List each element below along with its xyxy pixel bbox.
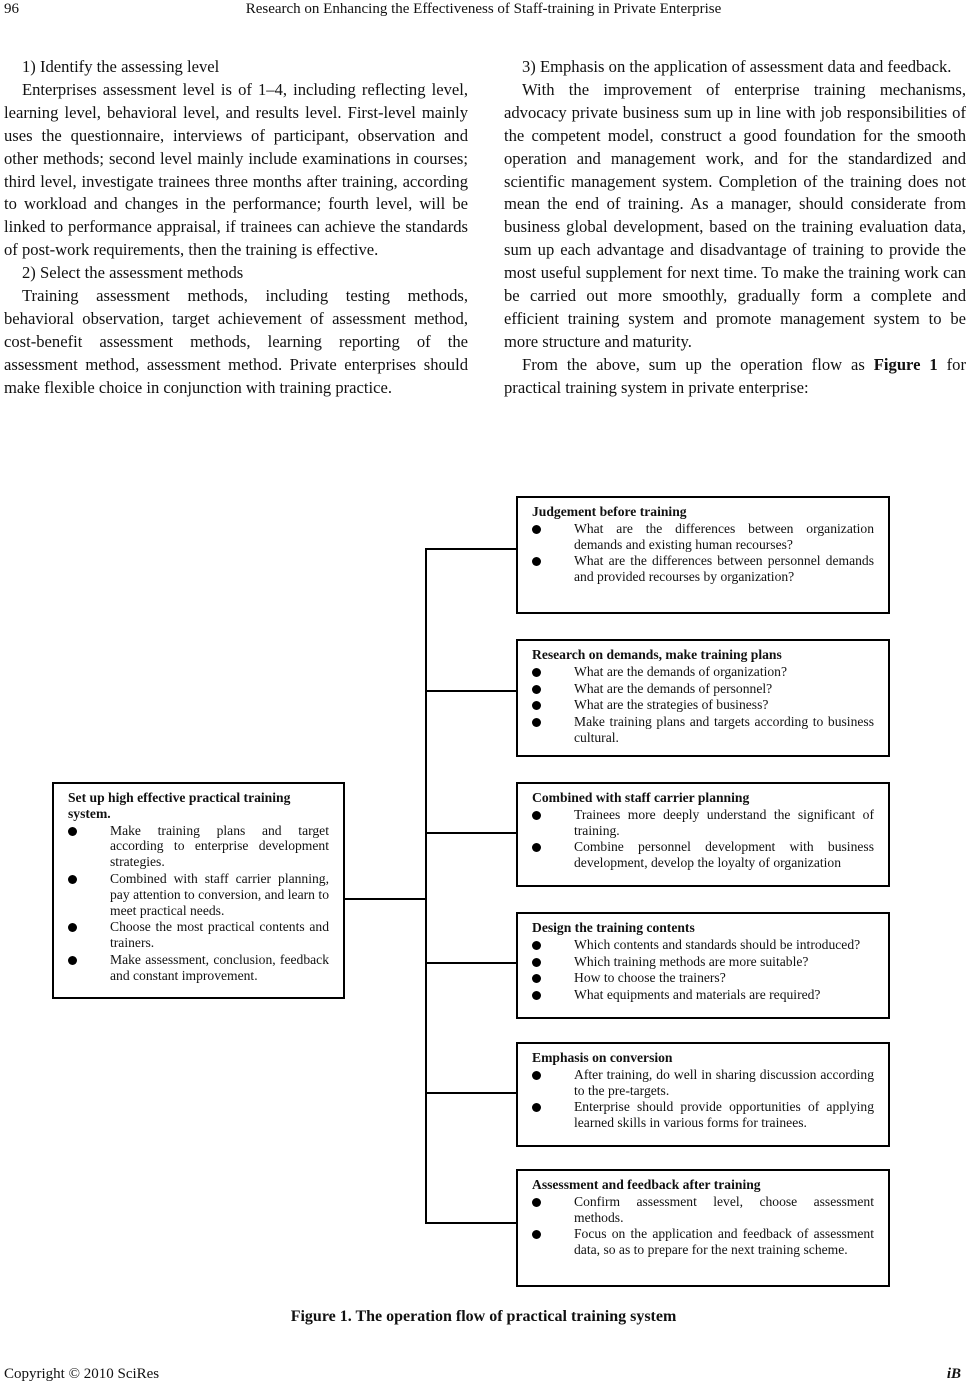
- bullet-icon: [532, 685, 541, 694]
- list-item: Combine personnel development with business development, develop the loyalty of organization: [532, 839, 874, 871]
- list-item: Which training methods are more suitable?: [532, 954, 874, 970]
- page-header: [0, 0, 967, 22]
- bullet-icon: [532, 668, 541, 677]
- list-item: What are the differences between organization demands and existing human recourses?: [532, 521, 874, 553]
- flow-step-box: [516, 782, 890, 887]
- list-item: Choose the most practical contents and trainers.: [68, 919, 329, 951]
- left-text-column: [4, 56, 468, 400]
- paragraph: 2) Select the assessment methods: [22, 263, 244, 283]
- paragraph: With the improvement of enterprise training mechanisms, advocacy private business sum up in line with job responsibilities of the competent model, construct a good foundation for the smooth operation and management work, and for the standardized and scientific management system. Completion of the training does not mean the end of training. As a manager, should considerate from business global development, based on the training evaluation data, sum up each advantage and disadvantage of training to provide the most useful supplement for next time. To make the training work can be carried out more smoothly, gradually form a complete and efficient training system and promote management system to be more structure and maturity.: [504, 79, 966, 351]
- bullet-icon: [532, 811, 541, 820]
- bullet-icon: [68, 956, 77, 965]
- bullet-icon: [68, 827, 77, 836]
- list-item: Focus on the application and feedback of assessment data, so as to prepare for the next training scheme.: [532, 1226, 874, 1258]
- flow-step-box: [516, 912, 890, 1019]
- connector-trunk: [425, 548, 427, 1224]
- paragraph: 1) Identify the assessing level: [22, 57, 220, 76]
- box-title: Design the training contents: [532, 920, 695, 935]
- list-item: Combined with staff carrier planning, pay attention to conversion, and learn to meet practical needs.: [68, 871, 329, 918]
- list-item: Confirm assessment level, choose assessment methods.: [532, 1194, 874, 1226]
- bullet-icon: [532, 1103, 541, 1112]
- list-item: Make training plans and target according to enterprise development strategies.: [68, 823, 329, 870]
- bullet-icon: [532, 958, 541, 967]
- connector-line: [345, 898, 427, 900]
- list-item: Make assessment, conclusion, feedback and constant improvement.: [68, 952, 329, 984]
- list-item: After training, do well in sharing discussion according to the pre-targets.: [532, 1067, 874, 1099]
- list-item: Trainees more deeply understand the significant of training.: [532, 807, 874, 839]
- running-title: Research on Enhancing the Effectiveness of Staff-training in Private Enterprise: [245, 1, 722, 17]
- main-system-box: [52, 782, 345, 999]
- list-item: What equipments and materials are required?: [532, 987, 874, 1003]
- right-text-column: [504, 56, 966, 400]
- list-item: What are the strategies of business?: [532, 697, 874, 713]
- box-title: Set up high effective practical training system.: [68, 790, 291, 821]
- connector-branch: [425, 962, 517, 964]
- bullet-icon: [68, 923, 77, 932]
- paragraph: 3) Emphasis on the application of assessment data and feedback.: [522, 57, 952, 76]
- connector-branch: [425, 548, 517, 550]
- connector-branch: [425, 1092, 517, 1094]
- bullet-icon: [532, 941, 541, 950]
- list-item: What are the demands of organization?: [532, 664, 874, 680]
- box-title: Research on demands, make training plans: [532, 647, 782, 662]
- flow-step-box: [516, 1042, 890, 1147]
- copyright-footer: Copyright © 2010 SciRes: [4, 1366, 160, 1382]
- list-item: What are the demands of personnel?: [532, 681, 874, 697]
- bullet-icon: [532, 1230, 541, 1239]
- box-title: Combined with staff carrier planning: [532, 790, 750, 805]
- bullet-icon: [532, 701, 541, 710]
- connector-branch: [425, 690, 517, 692]
- bullet-icon: [532, 843, 541, 852]
- bullet-icon: [68, 875, 77, 884]
- flow-step-box: [516, 639, 890, 757]
- figure-link[interactable]: Figure 1: [873, 354, 938, 374]
- box-title: Assessment and feedback after training: [532, 1177, 761, 1192]
- figure-caption: Figure 1. The operation flow of practical training system: [290, 1308, 677, 1325]
- list-item: Enterprise should provide opportunities of applying learned skills in various forms for trainees.: [532, 1099, 874, 1131]
- bullet-icon: [532, 1198, 541, 1207]
- connector-branch: [425, 1222, 517, 1224]
- paragraph-figure-reference: From the above, sum up the operation flow as Figure 1 for practical training system in private enterprise:: [504, 354, 966, 397]
- flow-step-box: [516, 496, 890, 614]
- list-item: Make training plans and targets according to business cultural.: [532, 714, 874, 746]
- flow-step-box: [516, 1169, 890, 1287]
- paragraph: Enterprises assessment level is of 1–4, including reflecting level, learning level, behavioral level, and results level. First-level mainly uses the questionnaire, interviews of participant, observation and other methods; second level mainly include examinations in courses; third level, investigate trainees three months after training, according to workload and changes in the performance; fourth level, will be linked to performance appraisal, if trainees can achieve the standards of post-work requirements, then the training is effective.: [4, 79, 468, 260]
- paragraph: Training assessment methods, including testing methods, behavioral observation, target achievement of assessment method, cost-benefit assessment methods, learning reporting of the assessment method, assessment method. Private enterprises should make flexible choice in conjunction with training practice.: [4, 286, 468, 397]
- box-title: Emphasis on conversion: [532, 1050, 673, 1065]
- bullet-icon: [532, 525, 541, 534]
- bullet-icon: [532, 1071, 541, 1080]
- bullet-icon: [532, 718, 541, 727]
- list-item: What are the differences between personnel demands and provided recourses by organization?: [532, 553, 874, 585]
- list-item: Which contents and standards should be introduced?: [532, 937, 874, 953]
- bullet-icon: [532, 991, 541, 1000]
- connector-branch: [425, 832, 517, 834]
- bullet-icon: [532, 974, 541, 983]
- list-item: How to choose the trainers?: [532, 970, 874, 986]
- bullet-icon: [532, 557, 541, 566]
- page-number: 96: [4, 1, 19, 17]
- box-title: Judgement before training: [532, 504, 687, 519]
- journal-abbrev: iB: [946, 1366, 961, 1382]
